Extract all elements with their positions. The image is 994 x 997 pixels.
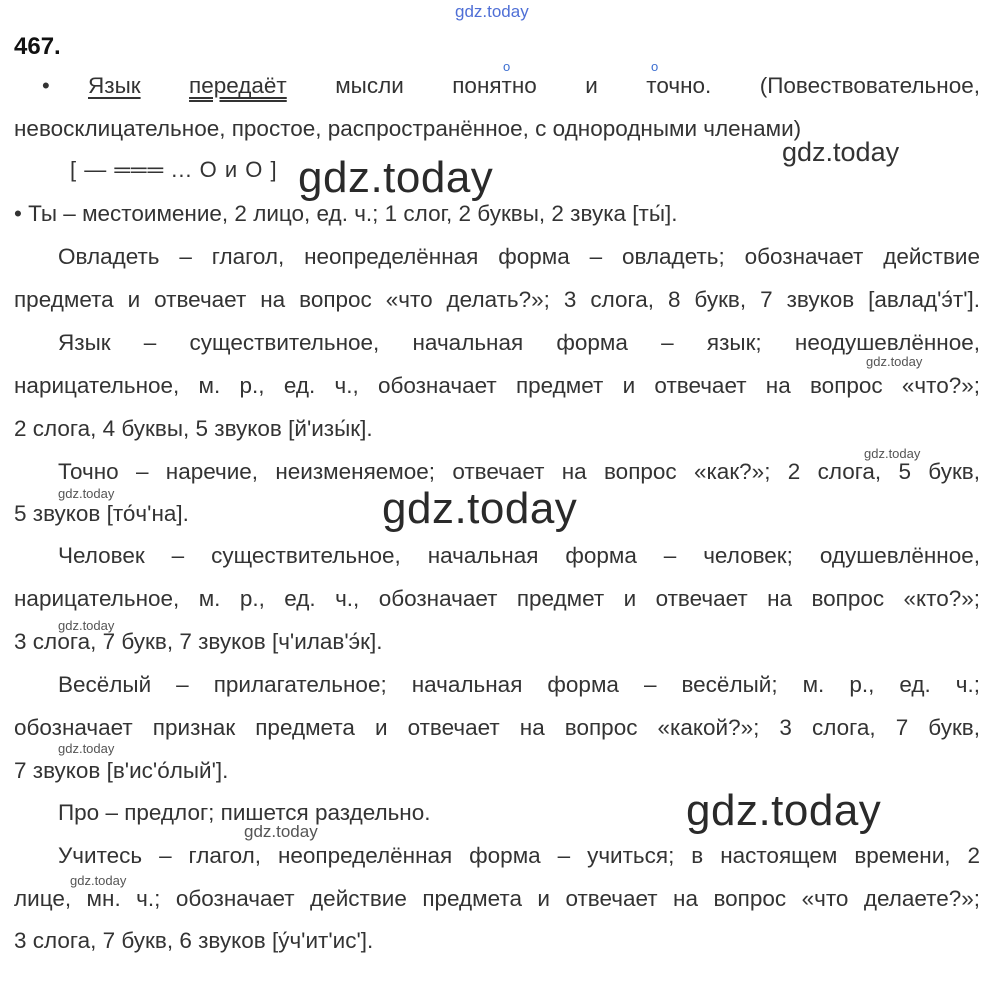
- analysis-line: Точно – наречие, неизменяемое; отвечает на вопрос «как?»; 2 слога, 5 букв,: [58, 459, 980, 484]
- watermark: gdz.today: [864, 446, 921, 461]
- sentence-scheme: [ — ═══ ... О и О ]: [70, 157, 278, 182]
- watermark: gdz.today: [866, 354, 923, 369]
- exercise-number: 467.: [14, 33, 61, 60]
- secondary-member-mark: о: [503, 59, 511, 74]
- analysis-line: 7 звуков [в'ис'о́лый'].: [14, 758, 229, 783]
- analysis-text: (Повествовательное,: [759, 73, 980, 98]
- word: понятно: [452, 73, 537, 98]
- analysis-line: 3 слога, 7 букв, 6 звуков [у́ч'ит'ис'].: [14, 928, 374, 953]
- secondary-member-mark: о: [651, 59, 659, 74]
- word: точно.: [646, 73, 712, 98]
- watermark-top: gdz.today: [455, 2, 529, 21]
- analysis-line: 2 слога, 4 буквы, 5 звуков [й'изы́к].: [14, 416, 373, 441]
- word: и: [585, 73, 598, 98]
- subject-word: Язык: [88, 73, 141, 98]
- analysis-line: Язык – существительное, начальная форма – язык; неодушевлённое,: [58, 330, 980, 355]
- watermark: gdz.today: [70, 873, 127, 888]
- analysis-line: Овладеть – глагол, неопределённая форма – овладеть; обозначает действие: [58, 244, 980, 269]
- sentence-line: [88, 71, 980, 101]
- analysis-line: предмета и отвечает на вопрос «что делать?»; 3 слога, 8 букв, 7 звуков [авлад'э́т'].: [14, 287, 980, 312]
- analysis-line-ty: • Ты – местоимение, 2 лицо, ед. ч.; 1 слог, 2 буквы, 2 звука [ты́].: [14, 201, 678, 226]
- watermark: gdz.today: [244, 822, 318, 841]
- analysis-line: невосклицательное, простое, распространённое, с однородными членами): [14, 116, 802, 141]
- watermark: gdz.today: [58, 618, 115, 633]
- bullet: •: [42, 73, 50, 98]
- analysis-line: нарицательное, м. р., ед. ч., обозначает предмет и отвечает на вопрос «кто?»;: [14, 586, 980, 611]
- analysis-line: Учитесь – глагол, неопределённая форма – учиться; в настоящем времени, 2: [58, 843, 980, 868]
- watermark: gdz.today: [686, 786, 882, 835]
- analysis-line: Человек – существительное, начальная форма – человек; одушевлённое,: [58, 543, 980, 568]
- watermark: gdz.today: [58, 486, 115, 501]
- watermark: gdz.today: [782, 137, 900, 167]
- word: мысли: [335, 73, 404, 98]
- analysis-line: Про – предлог; пишется раздельно.: [58, 800, 431, 825]
- watermark: gdz.today: [382, 484, 578, 533]
- analysis-line: 5 звуков [то́ч'на].: [14, 501, 189, 526]
- watermark: gdz.today: [58, 741, 115, 756]
- analysis-line: обозначает признак предмета и отвечает на вопрос «какой?»; 3 слога, 7 букв,: [14, 715, 980, 740]
- watermark: gdz.today: [298, 153, 494, 202]
- analysis-line: лице, мн. ч.; обозначает действие предмета и отвечает на вопрос «что делаете?»;: [14, 886, 980, 911]
- analysis-line: Весёлый – прилагательное; начальная форма – весёлый; м. р., ед. ч.;: [58, 672, 980, 697]
- analysis-line: нарицательное, м. р., ед. ч., обозначает предмет и отвечает на вопрос «что?»;: [14, 373, 980, 398]
- predicate-word: передаёт: [189, 73, 287, 98]
- analysis-line: 3 слога, 7 букв, 7 звуков [ч'илав'э́к].: [14, 629, 383, 654]
